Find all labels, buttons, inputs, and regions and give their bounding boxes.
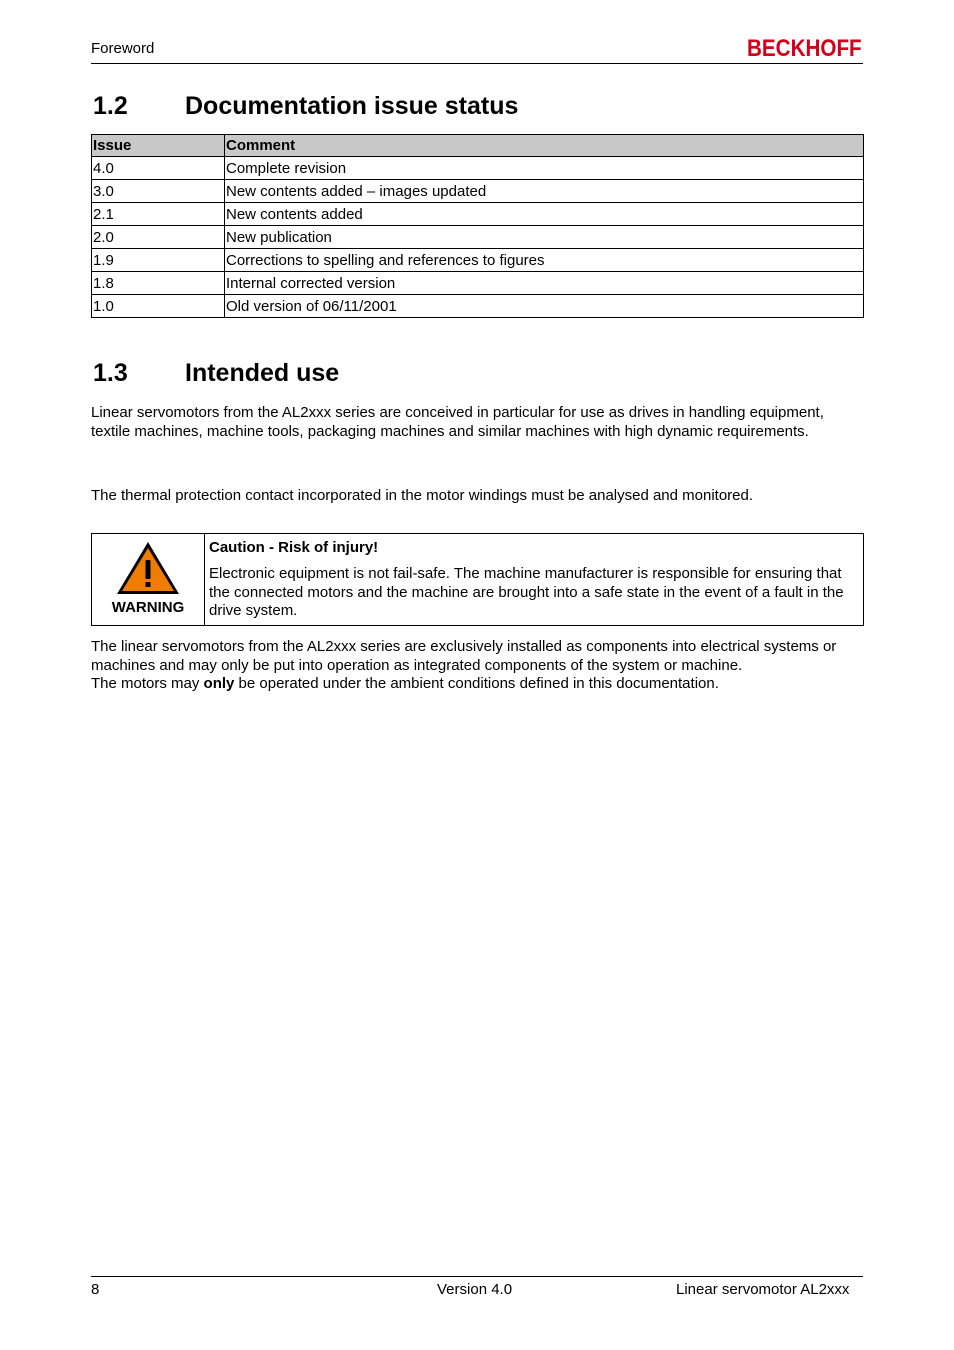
installation-paragraph xyxy=(91,638,863,694)
issue-cell: 1.9 xyxy=(92,249,225,272)
issue-cell: 2.0 xyxy=(92,226,225,249)
header-rule xyxy=(91,63,863,64)
col-header-comment: Comment xyxy=(225,135,864,157)
beckhoff-logo: BECKHOFF xyxy=(747,35,862,62)
heading-title: Documentation issue status xyxy=(185,92,519,120)
thermal-protection-paragraph: The thermal protection contact incorporated in the motor windings must be analysed and monitored. xyxy=(91,487,754,504)
issue-status-table xyxy=(91,134,864,318)
running-header-section: Foreword xyxy=(91,40,155,57)
warning-symbol-cell xyxy=(92,534,205,625)
comment-cell: New contents added xyxy=(225,203,864,226)
table-row xyxy=(92,272,864,295)
table-row xyxy=(92,157,864,180)
comment-cell: New publication xyxy=(225,226,864,249)
issue-cell: 4.0 xyxy=(92,157,225,180)
table-row xyxy=(92,295,864,318)
comment-cell: Complete revision xyxy=(225,157,864,180)
ambient-conditions-text xyxy=(91,675,863,694)
heading-number: 1.3 xyxy=(93,359,128,387)
document-version: Version 4.0 xyxy=(437,1281,513,1298)
comment-cell: Corrections to spelling and references to figures xyxy=(225,249,864,272)
col-header-issue: Issue xyxy=(92,135,225,157)
heading-title: Intended use xyxy=(185,359,340,387)
table-header-row xyxy=(92,135,864,157)
table-row xyxy=(92,203,864,226)
comment-cell: New contents added – images updated xyxy=(225,180,864,203)
comment-cell: Internal corrected version xyxy=(225,272,864,295)
product-name: Linear servomotor AL2xxx xyxy=(676,1281,850,1298)
ambient-text-pre: The motors may xyxy=(91,675,204,693)
issue-cell: 1.8 xyxy=(92,272,225,295)
warning-label: WARNING xyxy=(111,599,185,616)
ambient-text-bold: only xyxy=(203,675,235,693)
table-row xyxy=(92,249,864,272)
issue-cell: 1.0 xyxy=(92,295,225,318)
installation-text: The linear servomotors from the AL2xxx series are exclusively installed as components into electrical systems or machines and may only be put into operation as integrated components of the system or machine. xyxy=(91,638,837,674)
heading-1-3 xyxy=(93,359,339,388)
heading-number: 1.2 xyxy=(93,92,128,120)
issue-cell: 2.1 xyxy=(92,203,225,226)
warning-text: Electronic equipment is not fail-safe. The machine manufacturer is responsible for ensuring that the connected motors and the machine are brought into a safe state in the event of a fault in the drive system. xyxy=(209,565,844,620)
issue-cell: 3.0 xyxy=(92,180,225,203)
intended-use-paragraph: Linear servomotors from the AL2xxx series are conceived in particular for use as drives in handling equipment, textile machines, machine tools, packaging machines and similar machines with high dynamic requirements. xyxy=(91,404,824,440)
footer-rule xyxy=(91,1276,863,1277)
ambient-text-post: be operated under the ambient conditions defined in this documentation. xyxy=(234,675,719,693)
comment-cell: Old version of 06/11/2001 xyxy=(225,295,864,318)
heading-1-2 xyxy=(93,92,518,121)
warning-title: Caution - Risk of injury! xyxy=(209,539,379,556)
page-number: 8 xyxy=(91,1281,100,1298)
table-row xyxy=(92,180,864,203)
warning-triangle-icon xyxy=(115,540,181,596)
table-row xyxy=(92,226,864,249)
warning-box xyxy=(91,533,864,626)
